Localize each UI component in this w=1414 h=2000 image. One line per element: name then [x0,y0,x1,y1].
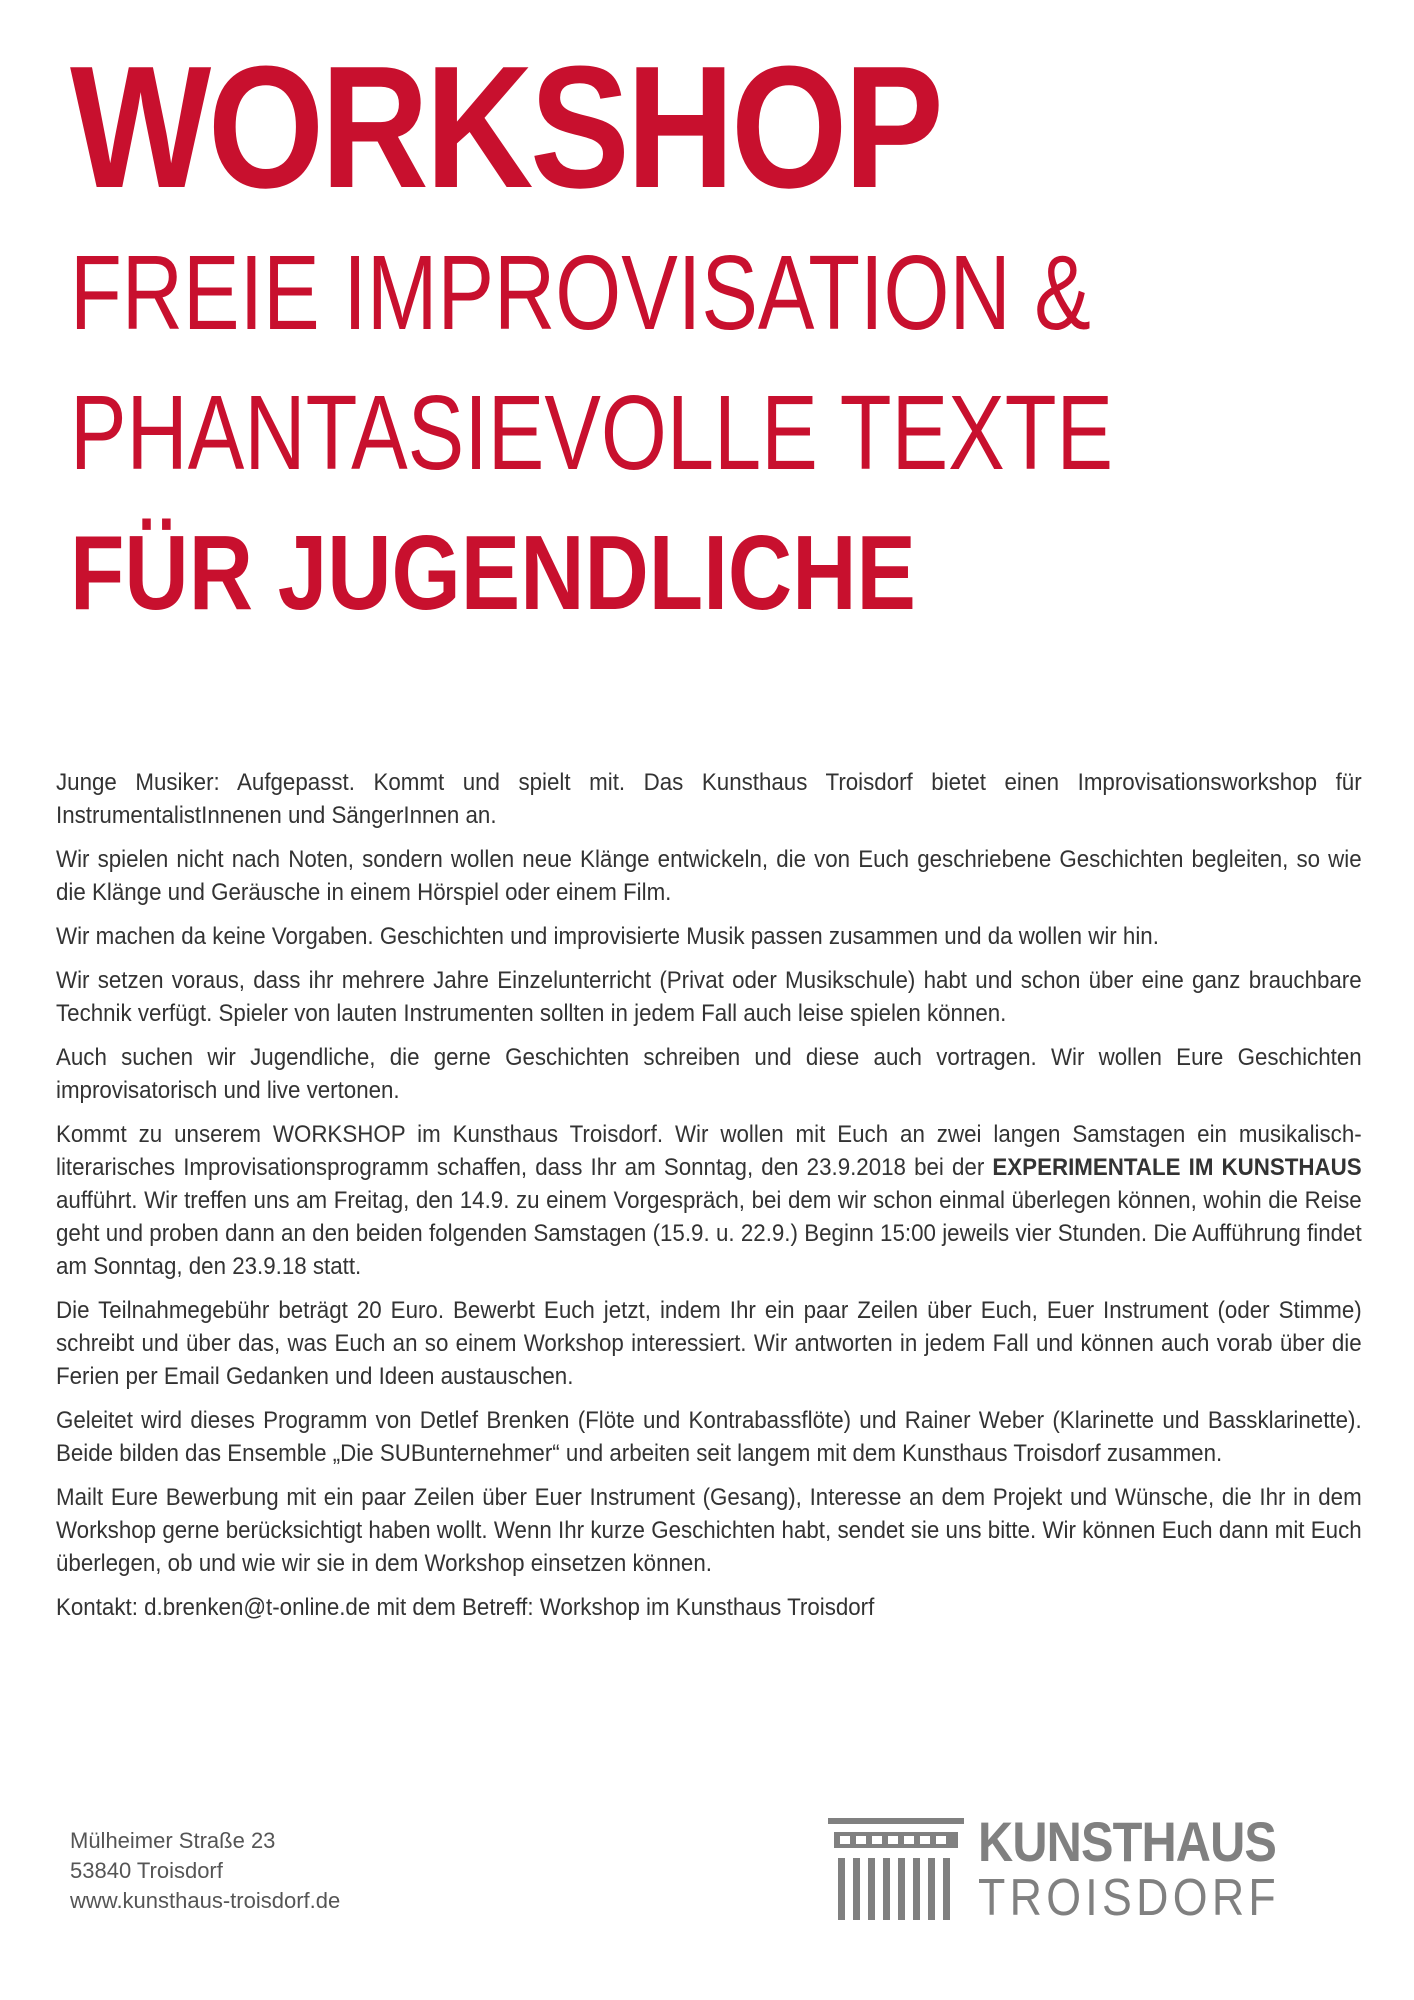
headline-phantasievolle-texte: PHANTASIEVOLLE TEXTE [70,374,1114,492]
address-city: 53840 Troisdorf [70,1858,223,1883]
kunsthaus-logo [826,1812,1326,1932]
headline [70,29,1370,660]
building-icon [826,1818,966,1928]
paragraph-voraussetzungen: Wir setzen voraus, dass ihr mehrere Jahre Einzelunterricht (Privat oder Musikschule) habt und schon über eine ganz brauchbare Technik verfügt. Spieler von lauten Instrumenten sollten in jedem Fall auch leise spielen können. [56,967,1362,1027]
address-street: Mülheimer Straße 23 [70,1828,276,1853]
headline-workshop: WORKSHOP [70,29,941,224]
headline-fuer-jugendliche: FÜR JUGENDLICHE [70,514,916,632]
address-block [70,1826,340,1916]
paragraph-leitung: Geleitet wird dieses Programm von Detlef Brenken (Flöte und Kontrabassflöte) und Rainer Weber (Klarinette und Bassklarinette). Beide bilden das Ensemble „Die SUBunternehmer“ und arbeiten seit langem mit dem Kunsthaus Troisdorf zusammen. [56,1407,1362,1467]
paragraph-termine [56,1118,1362,1283]
termine-text-2: aufführt. Wir treffen uns am Freitag, den 14.9. zu einem Vorgespräch, bei dem wir schon einmal überlegen können, wohin die Reise geht und proben dann an den beiden folgenden Samstagen (15.9. u. 22.9.) Beginn 15:00 jeweils vier Stunden. Die Aufführung findet am Sonntag, den 23.9.18 statt. [56,1187,1362,1280]
paragraph-intro: Junge Musiker: Aufgepasst. Kommt und spielt mit. Das Kunsthaus Troisdorf bietet einen Improvisationsworkshop für InstrumentalistInnenen und SängerInnen an. [56,769,1362,829]
address-website[interactable]: www.kunsthaus-troisdorf.de [70,1888,341,1913]
logo-troisdorf: TROISDORF [978,1869,1281,1927]
paragraph-kontakt: Kontakt: d.brenken@t-online.de mit dem Betreff: Workshop im Kunsthaus Troisdorf [56,1594,875,1621]
headline-freie-improvisation: FREIE IMPROVISATION & [70,234,1091,352]
paragraph-bewerbung: Mailt Eure Bewerbung mit ein paar Zeilen über Euer Instrument (Gesang), Interesse an dem Projekt und Wünsche, die Ihr in dem Workshop gerne berücksichtigt haben wollt. Wenn Ihr kurze Geschichten habt, sendet sie uns bitte. Wir können Euch dann mit Euch überlegen, ob und wie wir sie in dem Workshop einsetzen können. [56,1484,1362,1577]
paragraph-klaenge: Wir spielen nicht nach Noten, sondern wollen neue Klänge entwickeln, die von Euch geschriebene Geschichten begleiten, so wie die Klänge und Geräusche in einem Hörspiel oder einem Film. [56,846,1362,906]
termine-text-1: Kommt zu unserem WORKSHOP im Kunsthaus Troisdorf. Wir wollen mit Euch an zwei langen Samstagen ein musikalisch-literarisches Improvisationsprogramm schaffen, dass Ihr am Sonntag, den 23.9.2018 bei der [56,1121,1362,1181]
paragraph-geschichten: Auch suchen wir Jugendliche, die gerne Geschichten schreiben und diese auch vortragen. Wir wollen Eure Geschichten improvisatorisch und live vertonen. [56,1044,1362,1104]
experimentale-highlight: EXPERIMENTALE IM KUNSTHAUS [992,1154,1362,1181]
body-text [56,766,1362,1635]
logo-kunsthaus: KUNSTHAUS [978,1810,1277,1873]
paragraph-vorgaben: Wir machen da keine Vorgaben. Geschichten und improvisierte Musik passen zusammen und da wollen wir hin. [56,923,1159,950]
paragraph-gebuehr: Die Teilnahmegebühr beträgt 20 Euro. Bewerbt Euch jetzt, indem Ihr ein paar Zeilen über Euch, Euer Instrument (oder Stimme) schreibt und über das, was Euch an so einem Workshop interessiert. Wir antworten in jedem Fall und können auch vorab über die Ferien per Email Gedanken und Ideen austauschen. [56,1297,1362,1390]
